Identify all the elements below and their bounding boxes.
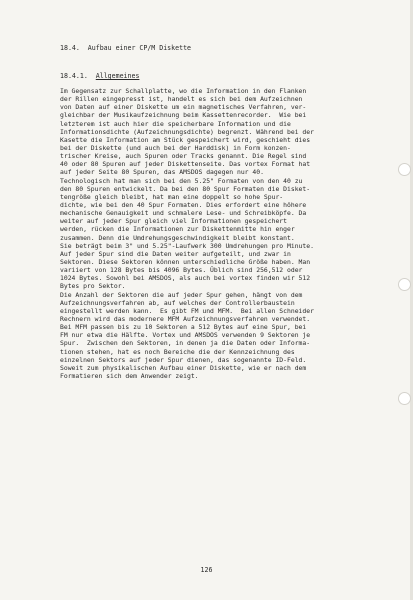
- text-line: Sie beträgt beim 3" und 5.25"-Laufwerk 300 Umdrehungen pro Minute.: [60, 241, 314, 250]
- text-line: tionen stehen, hat es noch Bereiche die der Kennzeichnung des: [60, 347, 295, 356]
- text-line: Spur. Zwischen den Sektoren, in denen ja die Daten oder Informa-: [60, 339, 311, 348]
- text-line: zusammen. Denn die Umdrehungsgeschwindigkeit bleibt konstant.: [60, 233, 295, 242]
- text-line: bei der Diskette (und auch bei der Harddisk) in Form konzen-: [60, 143, 291, 152]
- subsection-number: 18.4.1.: [60, 72, 88, 80]
- text-line: den 80 Spuren entwickelt. Da bei den 80 Spur Formaten die Disket-: [60, 184, 311, 193]
- text-line: einzelnen Sektors auf jeder Spur dienen, das sogenannte ID-Feld.: [60, 355, 307, 364]
- text-line: 40 oder 80 Spuren auf jeder Diskettenseite. Das vortex Format hat: [60, 160, 311, 169]
- text-line: Informationsdichte (Aufzeichnungsdichte) begrenzt. Während bei der: [60, 127, 314, 136]
- text-line: Sektoren. Diese Sektoren können unterschiedliche Größe haben. Man: [60, 257, 311, 266]
- text-line: Im Gegensatz zur Schallplatte, wo die Information in den Flanken: [60, 87, 307, 95]
- text-line: letzterem ist auch hier die speicherbare Information und die: [60, 119, 291, 128]
- text-line: FM nur etwa die Hälfte. Vortex und AMSDOS verwenden 9 Sektoren je: [60, 331, 311, 340]
- text-line: dichte, wie bei den 40 Spur Formaten. Dies erfordert eine höhere: [60, 200, 307, 209]
- text-line: Bytes pro Sektor.: [60, 282, 126, 291]
- text-line: weiter auf jeder Spur gleich viel Informationen gespeichert: [60, 217, 288, 226]
- text-line: mechanische Genauigkeit und schmalere Lese- und Schreibköpfe. Da: [60, 209, 307, 218]
- body-text: [60, 87, 378, 380]
- text-line: trischer Kreise, auch Spuren oder Tracks genannt. Die Regel sind: [60, 152, 307, 161]
- text-line: eingestellt werden kann. Es gibt FM und MFM. Bei allen Schneider: [60, 306, 314, 315]
- punch-hole-middle: [398, 278, 411, 291]
- subsection-title: Allgemeines: [95, 72, 140, 80]
- text-line: der Rillen eingepresst ist, handelt es sich bei dem Aufzeichnen: [60, 95, 303, 104]
- text-line: Auf jeder Spur sind die Daten weiter aufgeteilt, und zwar in: [60, 249, 291, 258]
- page-number: 126: [200, 566, 213, 574]
- text-line: gleichbar der Musikaufzeichnung beim Kassettenrecorder. Wie bei: [60, 111, 307, 120]
- text-line: Rechnern wird das modernere MFM Aufzeichnungsverfahren verwendet.: [60, 314, 311, 323]
- text-line: Die Anzahl der Sektoren die auf jeder Spur gehen, hängt von dem: [60, 290, 303, 299]
- text-line: Bei MFM passen bis zu 10 Sektoren a 512 Bytes auf eine Spur, bei: [60, 323, 307, 332]
- text-line: Aufzeichnungsverfahren ab, auf welches der Controllerbaustein: [60, 298, 295, 307]
- text-line: 1024 Bytes. Sowohl bei AMSDOS, als auch bei vortex finden wir 512: [60, 274, 311, 283]
- text-line: Technologisch hat man sich bei den 5.25" Formaten von den 40 zu: [60, 176, 303, 185]
- punch-hole-top: [398, 163, 411, 176]
- text-line: Formatieren sich dem Anwender zeigt.: [60, 371, 199, 380]
- text-line: werden, rücken die Informationen zur Diskettenmitte hin enger: [60, 225, 295, 234]
- section-title: 18.4. Aufbau einer CP/M Diskette: [60, 44, 192, 52]
- text-line: variiert von 128 Bytes bis 4096 Bytes. Üblich sind 256,512 oder: [60, 266, 303, 275]
- text-line: von Daten auf einer Diskette um ein magnetisches Verfahren, ver-: [60, 103, 307, 112]
- text-line: tengröße gleich bleibt, hat man eine doppelt so hohe Spur-: [60, 192, 284, 201]
- text-line: Kasette die Information am Stück gespeichert wird, geschieht dies: [60, 135, 311, 144]
- text-line: Soweit zum physikalischen Aufbau einer Diskette, wie er nach dem: [60, 363, 307, 372]
- subsection-heading: [60, 72, 139, 80]
- punch-hole-bottom: [398, 392, 411, 405]
- text-line: auf jeder Seite 80 Spuren, das AMSDOS dagegen nur 40.: [60, 168, 264, 177]
